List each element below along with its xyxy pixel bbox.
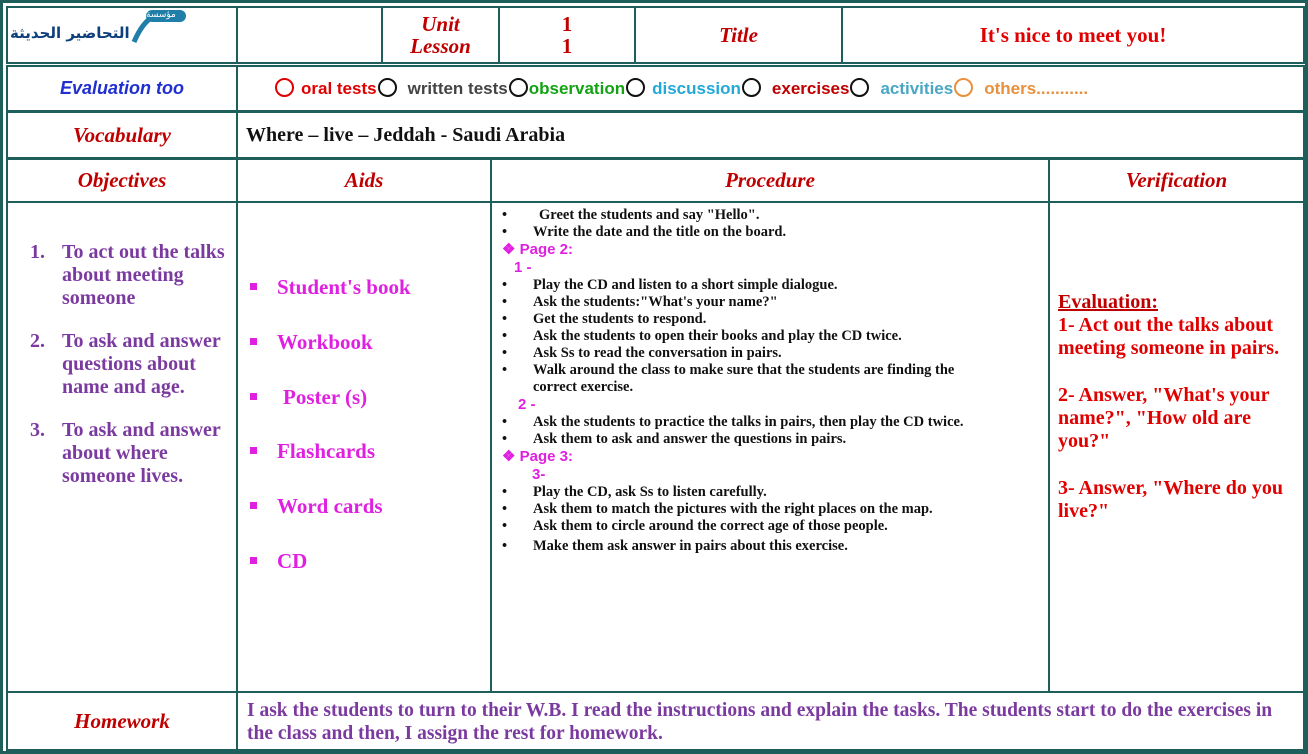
- lesson-label: Lesson: [410, 34, 471, 58]
- procedure-step: • Ask them to circle around the correct age of those people.: [492, 518, 1024, 535]
- procedure-step: • Ask them to match the pictures with the right places on the map.: [492, 501, 1024, 518]
- aids-header: [236, 158, 492, 203]
- objective-item: 2. To ask and answer questions about name and age.: [30, 330, 221, 398]
- procedure-step: • Write the date and the title on the board.: [492, 224, 1024, 241]
- procedure-step: • Play the CD and listen to a short simple dialogue.: [492, 277, 1024, 294]
- aids-cell: [236, 201, 492, 693]
- page-2-heading: ❖ Page 2:: [502, 241, 573, 258]
- title-value: It's nice to meet you!: [979, 22, 1167, 47]
- lesson-value: 1: [561, 34, 573, 58]
- procedure-step: • Play the CD, ask Ss to listen carefully.: [492, 484, 1024, 501]
- evaluation-label-cell: [6, 65, 238, 112]
- activities-label: activities: [880, 78, 954, 98]
- unit-value: 1: [561, 12, 573, 36]
- aid-item: Flashcards: [250, 439, 375, 464]
- exercises-label: exercises: [771, 78, 850, 98]
- logo-tag: مؤسسة: [146, 10, 176, 20]
- oral-tests-checkbox[interactable]: [275, 78, 294, 97]
- procedure-step: • Ask the students to open their books and play the CD twice.: [492, 328, 1024, 345]
- discussion-label: discussion: [652, 78, 741, 98]
- diamond-icon: ❖: [502, 448, 520, 465]
- title-value-cell: [841, 6, 1305, 64]
- exercises-checkbox[interactable]: [742, 78, 761, 97]
- others-label: others...........: [984, 78, 1089, 98]
- procedure-header-label: Procedure: [725, 168, 815, 192]
- aid-item: Workbook: [250, 330, 373, 355]
- procedure-step: • Ask them to ask and answer the questions in pairs.: [492, 431, 1024, 448]
- procedure-step: • Ask the students:"What's your name?": [492, 294, 1024, 311]
- observation-label: observation: [528, 78, 626, 98]
- vocabulary-label: Vocabulary: [72, 122, 171, 147]
- written-tests-label: written tests: [407, 78, 508, 98]
- bullet-square-icon: [250, 502, 257, 509]
- procedure-cell: [490, 201, 1050, 693]
- unit-lesson-label-cell: [381, 6, 500, 64]
- oral-tests-label: oral tests: [301, 78, 377, 98]
- unit-label: Unit: [421, 12, 460, 36]
- aids-header-label: Aids: [344, 168, 384, 192]
- verification-heading: Evaluation:: [1058, 291, 1159, 313]
- step-number: 2 -: [518, 396, 536, 413]
- vocabulary-label-cell: [6, 111, 238, 159]
- evaluation-options-cell: [236, 65, 1305, 112]
- objectives-header: [6, 158, 238, 203]
- bullet-square-icon: [250, 393, 257, 400]
- objective-item: 3. To ask and answer about where someone lives.: [30, 419, 221, 487]
- discussion-checkbox[interactable]: [626, 78, 645, 97]
- unit-lesson-value-cell: [498, 6, 636, 64]
- verification-header: [1048, 158, 1305, 203]
- step-number: 1 -: [514, 259, 532, 276]
- aid-item: Student's book: [250, 275, 411, 300]
- others-checkbox[interactable]: [954, 78, 973, 97]
- written-tests-checkbox[interactable]: [378, 78, 397, 97]
- procedure-step: • Make them ask answer in pairs about this exercise.: [492, 538, 1024, 555]
- aid-item: CD: [250, 549, 307, 574]
- aid-item: Poster (s): [250, 385, 367, 410]
- evaluation-label: Evaluation too: [59, 78, 184, 98]
- homework-text-cell: [236, 691, 1305, 751]
- title-label-cell: [634, 6, 843, 64]
- procedure-step: • Ask the students to practice the talks in pairs, then play the CD twice.: [492, 414, 1024, 431]
- verification-item: 1- Act out the talks about meeting someone in pairs.: [1058, 314, 1280, 359]
- verification-item: 3- Answer, "Where do you live?": [1058, 477, 1284, 522]
- observation-checkbox[interactable]: [509, 78, 528, 97]
- title-label: Title: [719, 22, 758, 47]
- procedure-step: • Ask Ss to read the conversation in pairs.: [492, 345, 1024, 362]
- verification-header-label: Verification: [1125, 168, 1228, 192]
- aid-item: Word cards: [250, 494, 383, 519]
- vocabulary-value-cell: [236, 111, 1305, 159]
- blank-header-cell: [236, 6, 383, 64]
- bullet-square-icon: [250, 557, 257, 564]
- bullet-square-icon: [250, 283, 257, 290]
- objectives-cell: [6, 201, 238, 693]
- verification-cell: [1048, 201, 1305, 693]
- procedure-header: [490, 158, 1050, 203]
- activities-checkbox[interactable]: [850, 78, 869, 97]
- vocabulary-value: Where – live – Jeddah - Saudi Arabia: [246, 123, 566, 146]
- homework-text: I ask the students to turn to their W.B. I read the instructions and explain the tasks. The students start to do the exercises in the class and then, I assign the rest for homework.: [247, 700, 1273, 744]
- bullet-square-icon: [250, 447, 257, 454]
- bullet-square-icon: [250, 338, 257, 345]
- objectives-header-label: Objectives: [77, 168, 167, 192]
- logo-cell: [6, 6, 238, 64]
- diamond-icon: ❖: [502, 241, 520, 258]
- homework-label-cell: [6, 691, 238, 751]
- objective-item: 1. To act out the talks about meeting someone: [30, 241, 225, 309]
- logo-text: التحاضير الحديثة: [10, 24, 130, 42]
- page-3-heading: ❖ Page 3:: [502, 448, 573, 465]
- procedure-step: • Walk around the class to make sure that the students are finding the correct exercise.: [492, 362, 1024, 396]
- homework-label: Homework: [74, 708, 170, 733]
- procedure-step: • Get the students to respond.: [492, 311, 1024, 328]
- verification-item: 2- Answer, "What's your name?", "How old are you?": [1058, 384, 1270, 452]
- procedure-step: • Greet the students and say "Hello".: [492, 207, 1024, 224]
- step-number: 3-: [532, 466, 546, 483]
